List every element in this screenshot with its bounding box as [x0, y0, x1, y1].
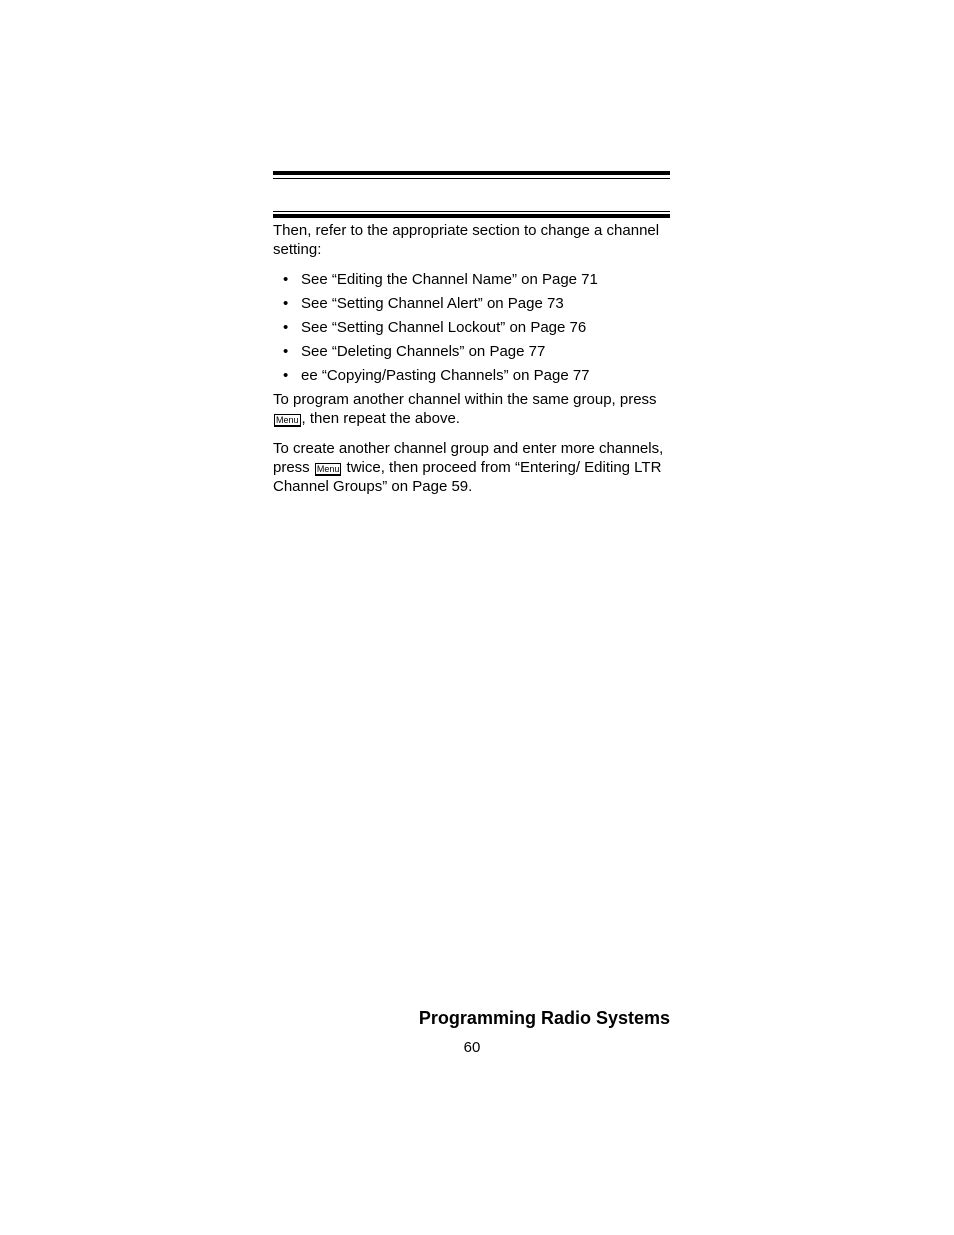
list-item: [273, 366, 673, 385]
cross-reference-list: [273, 270, 673, 385]
list-item: [273, 318, 673, 337]
section-title: Programming Radio Systems: [418, 1008, 670, 1028]
list-item-text: ee “Copying/Pasting Channels” on Page 77: [301, 367, 590, 384]
menu-key-icon: Menu: [276, 415, 299, 425]
menu-key-icon: Menu: [316, 464, 340, 474]
bullet-icon: •: [283, 271, 289, 288]
list-item-text: See “Setting Channel Alert” on Page 73: [301, 295, 564, 312]
body-content: [273, 221, 673, 496]
paragraph-text: twice, then proceed from “Entering/ Editing LTR Channel Groups” on Page 59.: [273, 459, 662, 495]
header-rule-bottom-thin: [273, 211, 670, 212]
list-item-text: See “Setting Channel Lockout” on Page 76: [301, 319, 587, 336]
list-item-text: See “Editing the Channel Name” on Page 71: [301, 271, 598, 288]
header-rule-top-thin: [273, 178, 670, 179]
list-item: [273, 270, 673, 289]
header-rule-top-thick: [273, 171, 670, 175]
bullet-icon: •: [283, 367, 289, 384]
bullet-icon: •: [283, 319, 289, 336]
paragraph-text: To create another channel group and enter more channels, press: [273, 440, 664, 476]
intro-paragraph: Then, refer to the appropriate section to change a channel setting:: [273, 222, 660, 258]
list-item: [273, 342, 673, 361]
create-channel-group-paragraph: [273, 439, 673, 496]
list-item: [273, 294, 673, 313]
page-number: 60: [463, 1039, 481, 1056]
list-item-text: See “Deleting Channels” on Page 77: [301, 343, 546, 360]
bullet-icon: •: [283, 295, 289, 312]
header-rule-bottom-thick: [273, 214, 670, 218]
paragraph-text: To program another channel within the same group, press: [273, 391, 657, 408]
program-another-channel-paragraph: [273, 390, 673, 428]
paragraph-text: , then repeat the above.: [301, 410, 460, 427]
bullet-icon: •: [283, 343, 289, 360]
